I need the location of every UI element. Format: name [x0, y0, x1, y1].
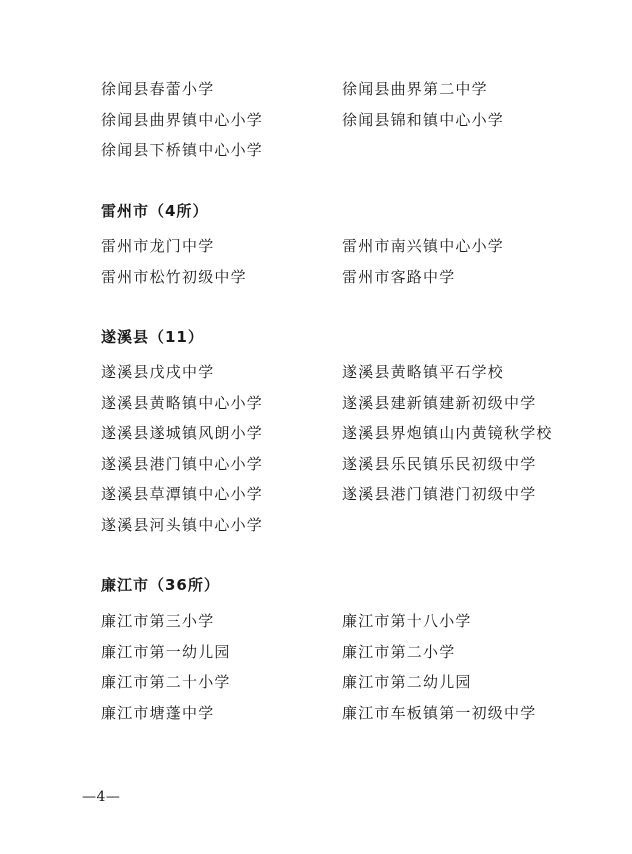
school-list-left — [101, 236, 247, 297]
school-entry: 廉江市第二幼儿园 — [342, 673, 472, 691]
school-entry: 遂溪县黄略镇中心小学 — [101, 393, 264, 412]
school-entry: 遂溪县界炮镇山内黄镜秋学校 — [342, 424, 553, 442]
page-number: —4— — [82, 789, 121, 805]
school-list-right — [342, 362, 553, 515]
school-entry: 徐闻县曲界第二中学 — [342, 80, 488, 98]
school-entry: 遂溪县遂城镇风朗小学 — [101, 424, 264, 442]
school-entry: 遂溪县河头镇中心小学 — [101, 515, 264, 534]
school-entry: 遂溪县戊戌中学 — [101, 363, 215, 381]
section-heading-leizhou: 雷州市（4所） — [101, 202, 209, 220]
school-entry: 廉江市第二小学 — [342, 642, 456, 661]
school-entry: 徐闻县春蕾小学 — [101, 80, 215, 98]
school-list-left — [101, 611, 231, 733]
school-list-left — [101, 362, 263, 545]
school-list-left — [101, 79, 263, 171]
school-entry: 廉江市车板镇第一初级中学 — [342, 703, 537, 722]
school-list-right — [342, 611, 536, 733]
school-entry: 廉江市第三小学 — [101, 612, 215, 630]
section-heading-lianjiang: 廉江市（36所） — [101, 576, 220, 594]
school-entry: 雷州市客路中学 — [342, 267, 456, 286]
school-entry: 遂溪县港门镇中心小学 — [101, 454, 264, 473]
school-entry: 雷州市南兴镇中心小学 — [342, 237, 505, 255]
school-entry: 遂溪县乐民镇乐民初级中学 — [342, 454, 537, 473]
school-entry: 遂溪县建新镇建新初级中学 — [342, 393, 537, 412]
school-entry: 雷州市龙门中学 — [101, 237, 215, 255]
school-entry: 遂溪县黄略镇平石学校 — [342, 363, 505, 381]
school-entry: 徐闻县曲界镇中心小学 — [101, 110, 264, 129]
school-entry: 遂溪县港门镇港门初级中学 — [342, 485, 537, 503]
school-list-right — [342, 236, 504, 297]
school-list-right — [342, 79, 504, 140]
section-heading-suixi: 遂溪县（11） — [101, 328, 204, 346]
school-entry: 廉江市第二十小学 — [101, 673, 231, 691]
school-entry: 徐闻县下桥镇中心小学 — [101, 141, 264, 159]
school-entry: 遂溪县草潭镇中心小学 — [101, 485, 264, 503]
school-entry: 廉江市第一幼儿园 — [101, 642, 231, 661]
school-entry: 雷州市松竹初级中学 — [101, 267, 247, 286]
school-entry: 徐闻县锦和镇中心小学 — [342, 110, 505, 129]
school-entry: 廉江市塘蓬中学 — [101, 703, 215, 722]
school-entry: 廉江市第十八小学 — [342, 612, 472, 630]
